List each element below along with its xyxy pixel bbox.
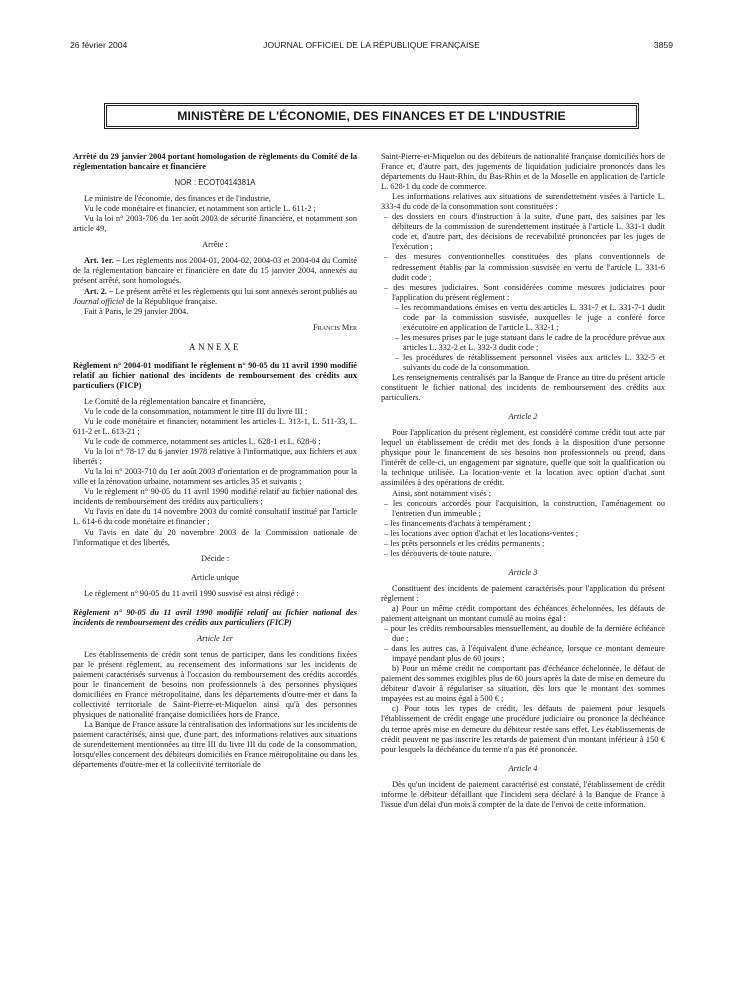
paragraph: a) Pour un même crédit comportant des échéances échelonnées, les défauts de paiement atteignant un montant cumulé au moins égal : <box>381 603 665 624</box>
paragraph: Constituent des incidents de paiement caractérisés pour l'application du présent règlement : <box>381 583 665 603</box>
visa: Vu le code de la consommation, notamment le titre III du livre III ; <box>84 406 308 416</box>
list-item: – pour les crédits remboursables mensuellement, au double de la dernière échéance due ; <box>384 624 665 644</box>
nor-reference: NOR : ECOT0414381A <box>174 178 256 188</box>
paragraph: Le ministre de l'économie, des finances et de l'industrie, <box>84 194 271 204</box>
signature: Francis Mer <box>313 322 357 332</box>
visa: Vu l'avis en date du 20 novembre 2003 de la Commission nationale de l'informatique et des libertés, <box>73 527 357 547</box>
paragraph: Les établissements de crédit sont tenus de participer, dans les conditions fixées par le présent règlement, au recensement des informations sur les incidents de paiement caractérisés survenus à l'occasion du remboursement des crédits accordés pour le financement de besoins non professionnels à des personnes physiques domiciliées en France métropolitaine, dans les départements d'outre-mer et dans la collectivité territoriale de Saint-Pierre-et-Miquelon ainsi qu'à des personnes physiques de nationalité française domiciliées hors de France. <box>73 649 357 720</box>
annexe-heading: ANNEXE <box>189 341 241 352</box>
paragraph: Saint-Pierre-et-Miquelon ou des débiteurs de nationalité française domiciliés hors de France et, d'autre part, des jugements de liquidation judiciaire prononcés dans les départements du Haut-Rhin, du Bas-Rhin et de la Moselle en application de l'article L. 628-1 du code de commerce. <box>381 152 665 192</box>
column-right <box>381 152 665 810</box>
list-item: – les concours accordés pour l'acquisition, la construction, l'aménagement ou l'entretien d'un immeuble ; <box>384 498 665 518</box>
paragraph: Vu la loi n° 2003-706 du 1er août 2003 de sécurité financière, et notamment son article 49, <box>73 214 357 234</box>
page-header <box>70 40 673 54</box>
paragraph: Le règlement n° 90-05 du 11 avril 1990 susvisé est ainsi rédigé : <box>84 588 299 598</box>
article-1er-heading: Article 1er <box>197 633 233 643</box>
list-item: – des mesures judiciaires. Sont considérées comme mesures judiciaires pour l'application du présent règlement : <box>384 282 665 302</box>
list-item: – les recommandations émises en vertu des articles L. 331-7 et L. 331-7-1 dudit code par la commission susvisée, auxquelles le juge a conféré force exécutoire en application de l'article L. 332-1 ; <box>395 302 665 332</box>
list-item: – dans les autres cas, à l'équivalent d'une échéance, lorsque ce montant demeure impayé pendant plus de 60 jours ; <box>384 644 665 664</box>
ministry-banner: MINISTÈRE DE L'ÉCONOMIE, DES FINANCES ET DE L'INDUSTRIE <box>104 103 639 129</box>
visa: Vu l'avis en date du 14 novembre 2003 du comité consultatif institué par l'article L. 614-6 du code monétaire et financier ; <box>73 507 357 527</box>
list-item: – les financements d'achats à tempérament ; <box>384 518 531 528</box>
visa: Vu la loi n° 78-17 du 6 janvier 1978 relative à l'informatique, aux fichiers et aux libertés ; <box>73 447 357 467</box>
article-4-heading: Article 4 <box>508 763 538 773</box>
paragraph: b) Pour un même crédit ne comportant pas d'échéance échelonnée, le défaut de paiement des sommes exigibles plus de 60 jours après la date de mise en demeure du débiteur d'avoir à régulariser sa situation, dès lors que le montant des sommes impayées est au moins égal à 500 € ; <box>381 664 665 704</box>
list-item: – les locations avec option d'achat et les locations-ventes ; <box>384 528 579 538</box>
paragraph: Les renseignements centralisés par la Banque de France au titre du présent article constituent le fichier national des incidents de remboursement des crédits aux particuliers. <box>381 373 665 403</box>
paragraph: Les informations relatives aux situations de surendettement visées à l'article L. 333-4 du code de la consommation sont constituées : <box>381 192 665 212</box>
visa: Vu la loi n° 2003-710 du 1er août 2003 d'orientation et de programmation pour la ville et la rénovation urbaine, notamment ses articles 35 et suivants ; <box>73 467 357 487</box>
article-1 <box>73 256 357 286</box>
list-item: – des mesures conventionnelles constituées des plans conventionnels de redressement établis par la commission susvisée en vertu de l'article L. 331-6 dudit code ; <box>384 252 665 282</box>
article-label: Art. 1er. – <box>84 256 121 266</box>
article-unique-heading: Article unique <box>191 572 239 582</box>
article-2 <box>73 287 357 307</box>
decide-label: Décide : <box>200 553 230 563</box>
column-left <box>73 152 357 770</box>
visa: Vu le code monétaire et financier, notamment les articles L. 313-1, L. 511-33, L. 611-2 et L. 613-21 ; <box>73 416 357 437</box>
list-item: – les mesures prises par le juge statuant dans le cadre de la procédure prévue aux articles L. 332-2 et L. 332-3 dudit code ; <box>395 332 665 352</box>
journal-officiel-text: Journal officiel <box>73 296 125 306</box>
article-label: Art. 2. – <box>84 286 114 296</box>
arrete-label: Arrête : <box>202 240 228 250</box>
paragraph: Ainsi, sont notamment visés : <box>392 488 491 498</box>
fait-a-paris: Fait à Paris, le 29 janvier 2004. <box>84 306 189 316</box>
arrete-title: Arrêté du 29 janvier 2004 portant homologation de règlements du Comité de la réglementation bancaire et financière <box>73 152 357 172</box>
issue-date: 26 février 2004 <box>70 40 128 50</box>
visa: Vu le règlement n° 90-05 du 11 avril 1990 modifié relatif au fichier national des incidents de remboursement des crédits aux particuliers ; <box>73 487 357 507</box>
paragraph: Pour l'application du présent règlement, est considéré comme crédit tout acte par lequel un établissement de crédit met des fonds à la disposition d'une personne physique pour le financement de ses besoins non professionnels ou prend, dans l'intérêt de celle-ci, un engagement par signature, quelle que soit la qualification ou la technique utilisée. La location-vente et la location avec option d'achat sont assimilées à des opérations de crédit. <box>381 428 665 488</box>
article-text: de la République française. <box>124 296 218 306</box>
list-item: – des dossiers en cours d'instruction à la suite, d'une part, des saisines par les débiteurs de la commission de surendettement instituée à l'article L. 331-1 dudit code et, d'autre part, des décisions de recevabilité prononcées par les juges de l'exécution ; <box>384 212 665 252</box>
paragraph: Dès qu'un incident de paiement caractérisé est constaté, l'établissement de crédit informe le débiteur défaillant que l'incident sera déclaré à la Banque de France à l'issue d'un délai d'un mois à compter de la date de l'envoi de cette information. <box>381 779 665 809</box>
paragraph: Vu le code monétaire et financier, et notamment son article L. 611-2 ; <box>84 204 316 214</box>
list-item: – les prêts personnels et les crédits permanents ; <box>384 538 545 548</box>
page-number: 3859 <box>653 40 673 50</box>
list-item: – les procédures de rétablissement personnel visées aux articles L. 332-5 et suivants du code de la consommation. <box>395 352 665 372</box>
paragraph: La Banque de France assure la centralisation des informations sur les incidents de paiement caractérisés, ainsi que, d'une part, des informations relatives aux situations de surendettement mentionnées au titre III du livre III du code de la consommation, lorsqu'elles concernent des débiteurs domiciliés en France métropolitaine ou dans les départements d'outre-mer et la collectivité territoriale de <box>73 720 357 770</box>
article-text: Les règlements nos 2004-01, 2004-02, 2004-03 et 2004-04 du Comité de la réglementation bancaire et financière en date du 15 janvier 2004, annexés au présent arrêté, sont homologués. <box>73 256 357 286</box>
article-2-heading: Article 2 <box>508 412 538 422</box>
visa: Le Comité de la réglementation bancaire et financière, <box>84 396 266 406</box>
list-item: – les découverts de toute nature. <box>384 548 492 558</box>
regulation-title-2: Règlement n° 90-05 du 11 avril 1990 modifié relatif au fichier national des incidents de remboursement des crédits aux particuliers (FICP) <box>73 607 357 627</box>
article-text: Le présent arrêté et les règlements qui lui sont annexés seront publiés au <box>113 286 357 296</box>
visa: Vu le code de commerce, notamment ses articles L. 628-1 et L. 628-6 ; <box>84 437 321 447</box>
journal-title: JOURNAL OFFICIEL DE LA RÉPUBLIQUE FRANÇAISE <box>263 40 480 50</box>
paragraph: c) Pour tous les types de crédit, les défauts de paiement pour lesquels l'établissement de crédit engage une procédure judiciaire ou prononce la déchéance du terme après mise en demeure du débiteur restée sans effet. Les établissements de crédit peuvent ne pas inscrire les retards de paiement d'un montant inférieur à 150 € pour lesquels la déchéance du terme n'a pas été prononcée. <box>381 704 665 754</box>
article-3-heading: Article 3 <box>508 567 538 577</box>
regulation-title: Règlement n° 2004-01 modifiant le règlement n° 90-05 du 11 avril 1990 modifié relatif au fichier national des incidents de remboursement des crédits aux particuliers (FICP) <box>73 360 357 390</box>
